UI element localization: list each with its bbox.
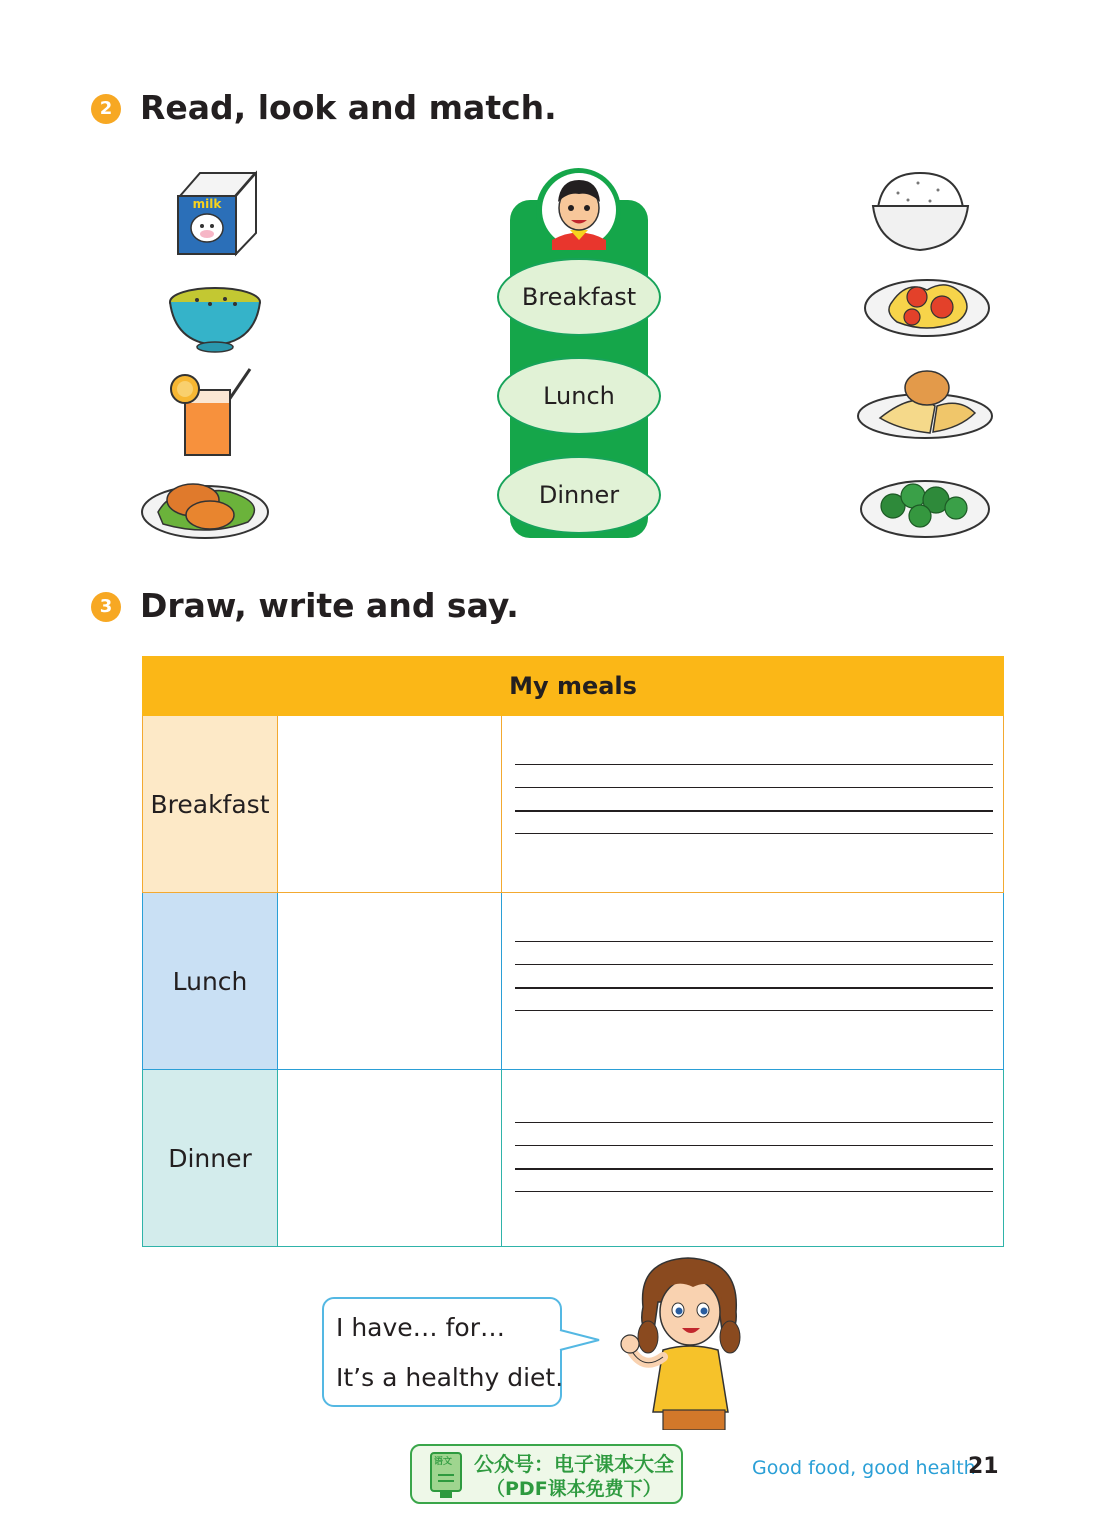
orange-juice-icon — [165, 365, 255, 460]
writing-area[interactable] — [502, 716, 1004, 893]
girl-character — [618, 1252, 758, 1430]
meals-table — [142, 656, 1004, 1247]
row-label-dinner: Dinner — [143, 1070, 278, 1247]
exercise-heading: Read, look and match. — [140, 88, 557, 127]
speech-bubble — [322, 1297, 562, 1407]
oval-label: Lunch — [543, 382, 615, 410]
speech-line-1: I have… for… — [336, 1313, 505, 1342]
table-header: My meals — [143, 657, 1004, 716]
tomato-egg-plate-icon — [862, 272, 992, 340]
oval-lunch[interactable] — [497, 357, 661, 435]
broccoli-plate-icon — [858, 474, 993, 540]
svg-text:milk: milk — [192, 197, 222, 211]
exercise-number-badge: 2 — [91, 94, 121, 124]
oval-label: Dinner — [538, 481, 620, 509]
speech-bubble-tail — [559, 1326, 601, 1356]
oval-label: Breakfast — [521, 283, 637, 311]
drawing-area[interactable] — [278, 716, 502, 893]
oval-breakfast[interactable] — [497, 258, 661, 336]
exercise-number-badge: 3 — [91, 592, 121, 622]
row-label-lunch: Lunch — [143, 893, 278, 1070]
writing-area[interactable] — [502, 893, 1004, 1070]
watermark-line-1: 公众号：电子课本大全 — [474, 1452, 674, 1476]
drawing-area[interactable] — [278, 1070, 502, 1247]
writing-area[interactable] — [502, 1070, 1004, 1247]
soup-bowl-icon — [165, 280, 265, 355]
table-row — [143, 893, 1004, 1070]
row-label-breakfast: Breakfast — [143, 716, 278, 893]
exercise-heading: Draw, write and say. — [140, 586, 519, 625]
drawing-area[interactable] — [278, 893, 502, 1070]
egg-pancake-plate-icon — [855, 368, 995, 443]
oval-dinner[interactable] — [497, 456, 661, 534]
boy-avatar — [540, 170, 618, 250]
speech-line-2: It’s a healthy diet. — [336, 1363, 564, 1392]
footer-unit-title: Good food, good health — [752, 1457, 976, 1479]
rice-bowl-icon — [868, 168, 973, 256]
chicken-plate-icon — [138, 472, 273, 542]
watermark-badge: 语文 — [434, 1457, 453, 1467]
table-row — [143, 1070, 1004, 1247]
milk-carton-icon — [160, 168, 270, 258]
watermark-stamp — [410, 1444, 683, 1504]
table-row — [143, 716, 1004, 893]
watermark-line-2: （PDF课本免费下） — [486, 1478, 662, 1500]
page-number: 21 — [968, 1454, 999, 1479]
